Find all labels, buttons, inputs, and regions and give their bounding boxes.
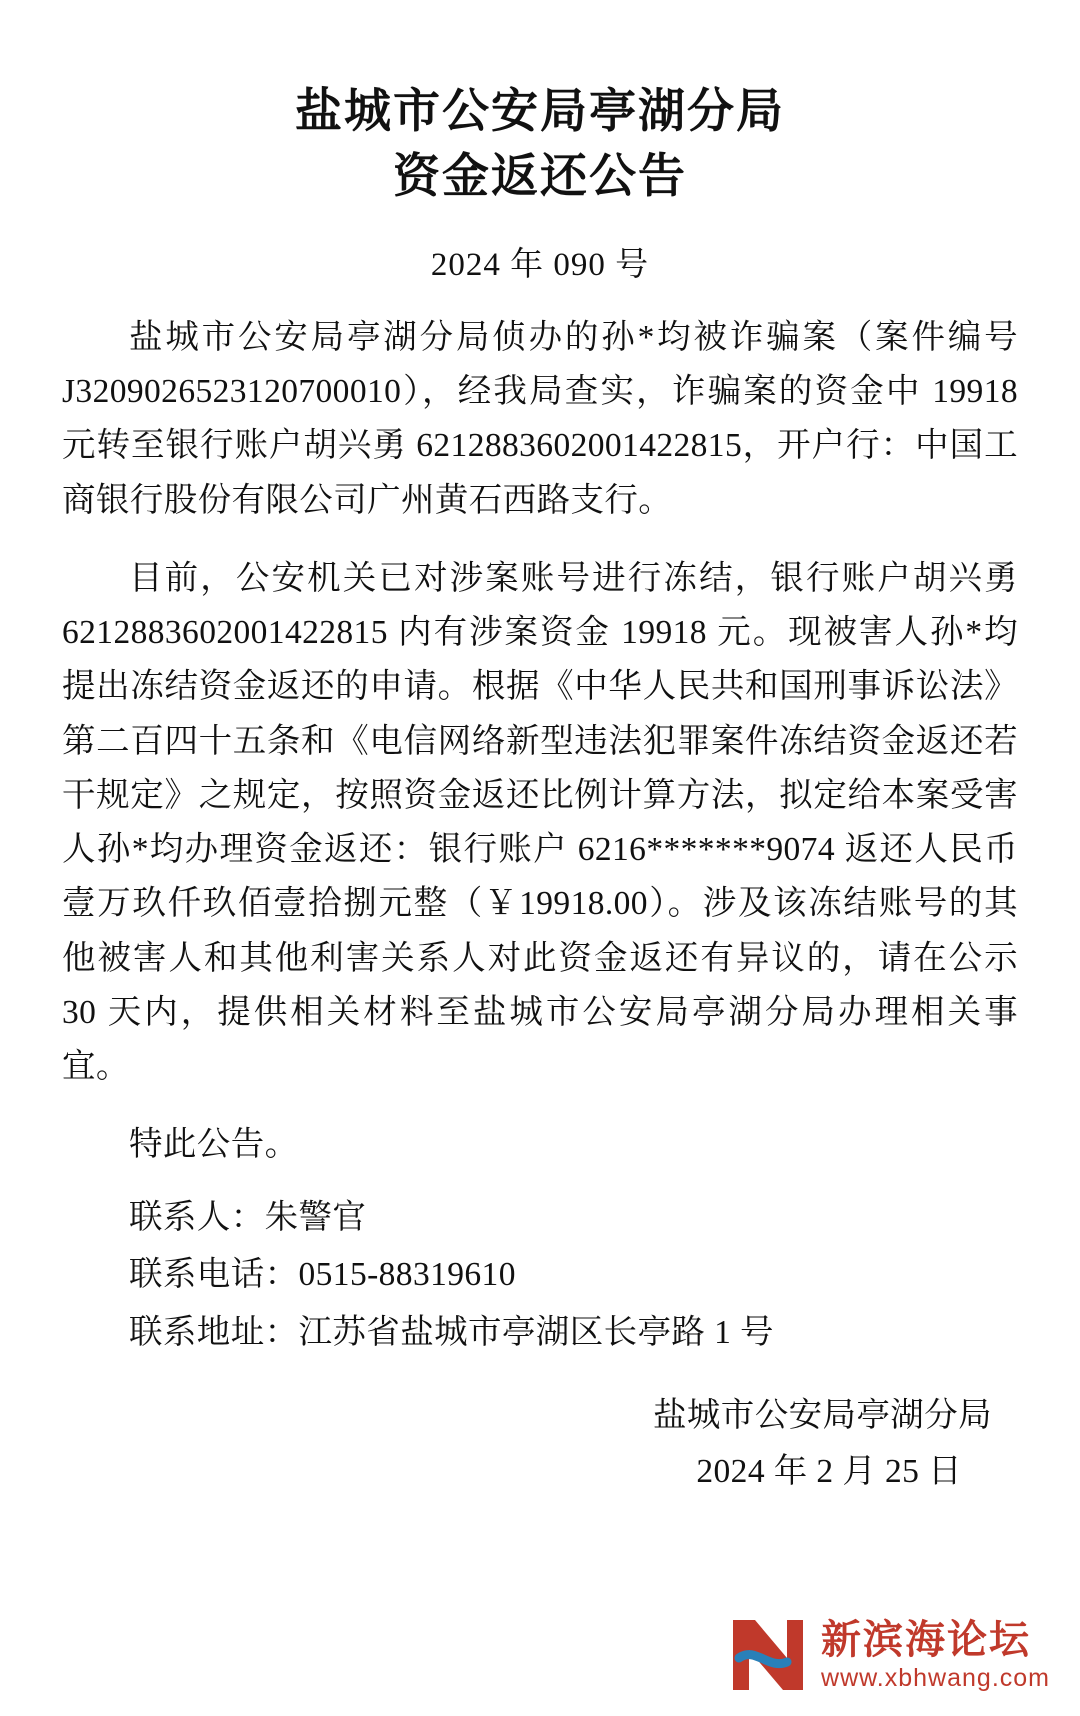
paragraph-spacer-2 xyxy=(62,1104,1018,1118)
forum-logo-icon xyxy=(725,1612,811,1698)
paragraph-case-details: 盐城市公安局亭湖分局侦办的孙*均被诈骗案（案件编号 J3209026523120700010），经我局查实，诈骗案的资金中 19918 元转至银行账户胡兴勇 6212883602001422815，开户行：中国工商银行股份有限公司广州黄石西路支行。 xyxy=(62,318,1018,519)
document-number: 2024 年 090 号 xyxy=(430,246,650,283)
watermark-brand: 新滨海论坛 xyxy=(821,1617,1032,1662)
contact-phone: 联系电话：0515-88319610 xyxy=(129,1256,516,1294)
contact-address: 联系地址：江苏省盐城市亭湖区长亭路 1 号 xyxy=(129,1313,774,1351)
watermark-url: www.xbhwang.com xyxy=(821,1663,1050,1692)
contact-person: 联系人：朱警官 xyxy=(129,1198,367,1236)
document-title-block xyxy=(62,80,1018,210)
document-body xyxy=(62,311,1018,1362)
paragraph-spacer xyxy=(62,538,1018,552)
paragraph-return-decision: 目前，公安机关已对涉案账号进行冻结，银行账户胡兴勇 6212883602001422815 内有涉案资金 19918 元。现被害人孙*均提出冻结资金返还的申请。根据《中华人民共和国刑事诉讼法》第二百四十五条和《电信网络新型违法犯罪案件冻结资金返还若干规定》之规定，按照资金返还比例计算方法，拟定给本案受害人孙*均办理资金返还：银行账户 6216*******9074 返还人民币壹万玖仟玖佰壹拾捌元整（￥19918.00）。涉及该冻结账号的其他被害人和其他利害关系人对此资金返还有异议的，请在公示 30 天内，提供相关材料至盐城市公安局亭湖分局办理相关事宜。 xyxy=(62,559,1018,1086)
watermark xyxy=(725,1612,1050,1698)
title-line-1: 盐城市公安局亭湖分局 xyxy=(295,86,785,138)
title-line-2: 资金返还公告 xyxy=(393,150,687,203)
watermark-text xyxy=(821,1619,1050,1691)
paragraph-spacer-3 xyxy=(62,1175,1018,1189)
paragraph-announcement: 特此公告。 xyxy=(129,1126,299,1164)
signature-organization: 盐城市公安局亭湖分局 xyxy=(653,1396,992,1434)
signature-date: 2024 年 2 月 25 日 xyxy=(696,1452,962,1490)
